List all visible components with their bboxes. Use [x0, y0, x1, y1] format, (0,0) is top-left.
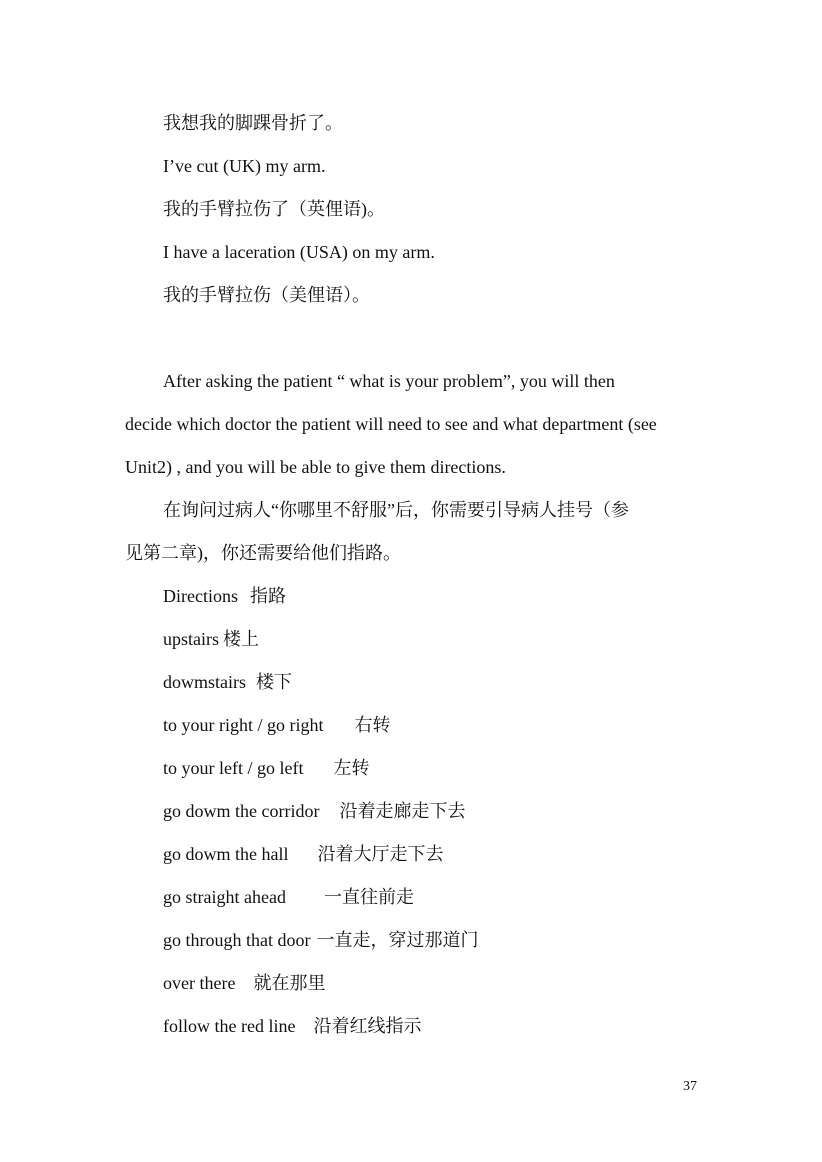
english-sentence-laceration: I have a laceration (USA) on my arm. [163, 242, 435, 262]
vocab-chinese: 右转 [354, 715, 391, 735]
vocab-english: over there [163, 973, 236, 993]
vocab-chinese: 指路 [249, 586, 286, 606]
vocab-chinese: 一直走，穿过那道门 [316, 930, 479, 950]
english-sentence-cut-arm: I’ve cut (UK) my arm. [163, 156, 326, 176]
vocab-english: follow the red line [163, 1016, 296, 1036]
vocab-chinese: 左转 [333, 758, 370, 778]
vocab-chinese: 就在那里 [253, 973, 326, 993]
vocab-english: upstairs [163, 629, 219, 649]
vocab-item [163, 799, 465, 823]
vocab-english: go dowm the hall [163, 844, 289, 864]
vocab-english: dowmstairs [163, 672, 246, 692]
vocab-chinese: 楼上 [223, 629, 259, 649]
vocab-item [163, 885, 414, 909]
vocab-chinese: 一直往前走 [323, 887, 414, 907]
paragraph-english-line-2: decide which doctor the patient will need to see and what department (see [125, 414, 657, 434]
vocab-english: go dowm the corridor [163, 801, 320, 821]
vocab-item [163, 1014, 421, 1038]
vocab-item [163, 971, 325, 995]
vocab-item [163, 627, 259, 651]
vocab-chinese: 沿着红线指示 [313, 1016, 422, 1036]
vocab-english: go through that door [163, 930, 311, 950]
vocab-item [163, 584, 286, 608]
paragraph-english-line-3: Unit2) , and you will be able to give them directions. [125, 457, 506, 477]
vocab-chinese: 楼下 [256, 672, 292, 692]
vocab-item [163, 670, 292, 694]
vocab-item [163, 756, 369, 780]
page-number: 37 [683, 1079, 697, 1094]
vocab-item [163, 842, 443, 866]
vocab-chinese: 沿着大厅走下去 [317, 844, 444, 864]
vocab-english: go straight ahead [163, 887, 286, 907]
vocab-english: Directions [163, 586, 238, 606]
vocab-english: to your right / go right [163, 715, 324, 735]
vocab-item [163, 928, 478, 952]
paragraph-chinese-line-2: 见第二章)，你还需要给他们指路。 [125, 543, 401, 563]
chinese-sentence-ankle: 我想我的脚踝骨折了。 [163, 113, 343, 133]
paragraph-chinese-line-1: 在询问过病人“你哪里不舒服”后，你需要引导病人挂号（参 [163, 500, 629, 520]
chinese-sentence-arm-uk: 我的手臂拉伤了（英俚语)。 [163, 199, 385, 219]
vocab-item [163, 713, 391, 737]
chinese-sentence-arm-usa: 我的手臂拉伤（美俚语）。 [163, 285, 370, 305]
vocab-english: to your left / go left [163, 758, 304, 778]
paragraph-english-line-1: After asking the patient “ what is your problem”, you will then [163, 371, 615, 391]
vocab-chinese: 沿着走廊走下去 [339, 801, 466, 821]
